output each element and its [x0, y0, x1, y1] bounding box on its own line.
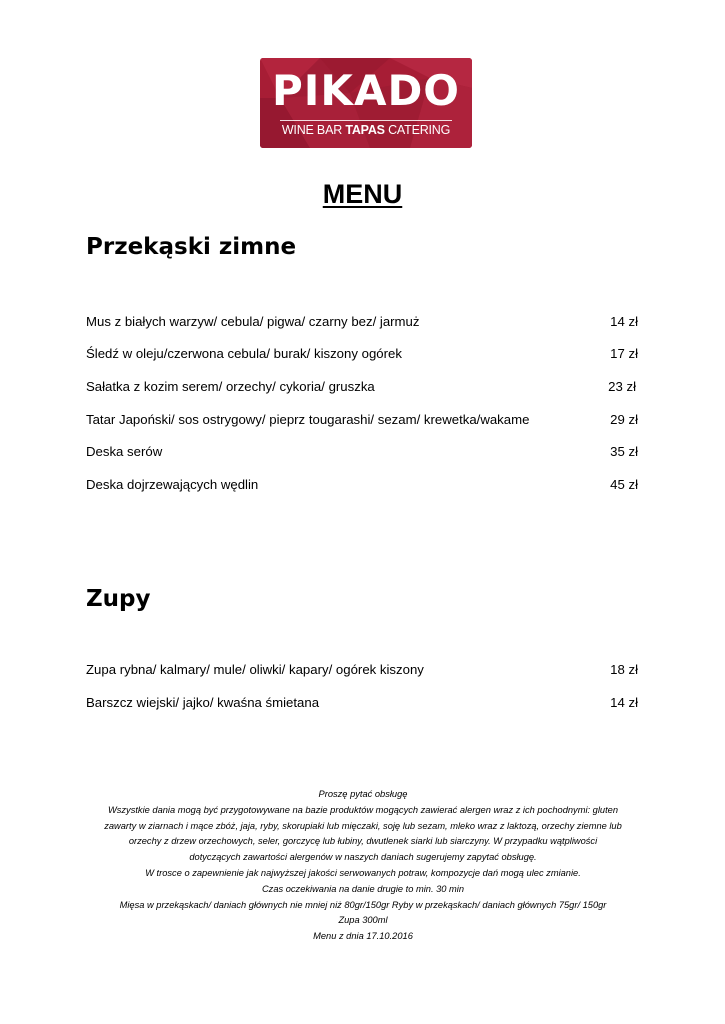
menu-item-price: 14 zł	[610, 695, 638, 710]
allergen-notes	[80, 787, 646, 945]
note-line: Czas oczekiwania na danie drugie to min. 30 min	[261, 883, 465, 894]
menu-item	[86, 410, 638, 430]
note-line: W trosce o zapewnienie jak najwyższej jakości serwowanych potraw, kompozycje dań mogą ulec zmianie.	[145, 867, 581, 878]
note-line: zawarty w ziarnach i mące zbóż, jaja, ryby, skorupiaki lub mięczaki, soję lub sezam, mleko wraz z laktozą, orzechy ziemne lub	[104, 820, 622, 831]
menu-item-price: 29 zł	[610, 412, 638, 427]
menu-item-price: 17 zł	[610, 346, 638, 361]
note-line: dotyczących zawartości alergenów w naszych daniach sugerujemy zapytać obsługę.	[189, 852, 537, 863]
menu-item-name: Śledź w oleju/czerwona cebula/ burak/ kiszony ogórek	[86, 346, 402, 361]
menu-item-price: 45 zł	[610, 477, 638, 492]
menu-item-price: 35 zł	[610, 444, 638, 459]
menu-title: MENU	[322, 179, 403, 209]
logo-tagline-part: WINE BAR	[281, 123, 346, 137]
note-line: orzechy z drzew orzechowych, seler, gorczycę lub łubiny, dwutlenek siarki lub siarczyny. W przypadku wątpliwości	[128, 836, 598, 847]
menu-item-name: Deska serów	[86, 444, 163, 459]
note-line: Proszę pytać obsługę	[318, 789, 408, 799]
section-title-soups: Zupy	[86, 586, 151, 612]
menu-item-price: 14 zł	[610, 314, 638, 329]
note-line: Zupa 300ml	[338, 915, 388, 926]
menu-item	[86, 475, 638, 495]
menu-item-name: Zupa rybna/ kalmary/ mule/ oliwki/ kapary/ ogórek kiszony	[86, 662, 424, 677]
logo-name: PIKADO	[271, 66, 461, 115]
note-line: Mięsa w przekąskach/ daniach głównych nie mniej niż 80gr/150gr Ryby w przekąskach/ daniach głównych 75gr/ 150gr	[119, 899, 607, 910]
menu-item-name: Mus z białych warzyw/ cebula/ pigwa/ czarny bez/ jarmuż	[86, 314, 420, 329]
menu-item-price: 18 zł	[610, 662, 638, 677]
menu-item	[86, 442, 638, 462]
menu-item	[86, 660, 638, 680]
menu-item	[86, 312, 638, 332]
logo-tagline-part: CATERING	[384, 123, 451, 137]
pikado-logo	[260, 58, 472, 148]
logo-divider	[280, 120, 452, 121]
menu-item-name: Deska dojrzewających wędlin	[86, 477, 259, 492]
menu-item-name: Tatar Japoński/ sos ostrygowy/ pieprz tougarashi/ sezam/ krewetka/wakame	[86, 412, 530, 427]
menu-item	[86, 344, 638, 364]
note-line: Wszystkie dania mogą być przygotowywane na bazie produktów mogących zawierać alergen wraz z ich pochodnymi: gluten	[107, 804, 619, 815]
note-line: Menu z dnia 17.10.2016	[313, 931, 413, 942]
menu-item-name: Barszcz wiejski/ jajko/ kwaśna śmietana	[86, 695, 320, 710]
menu-item	[86, 377, 638, 397]
logo-tagline	[260, 122, 472, 138]
menu-item-price: 23 zł	[608, 379, 636, 394]
logo-tagline-part: TAPAS	[345, 123, 385, 137]
section-title-cold-appetizers: Przekąski zimne	[86, 234, 297, 260]
menu-item	[86, 693, 638, 713]
menu-item-name: Sałatka z kozim serem/ orzechy/ cykoria/ gruszka	[86, 379, 375, 394]
